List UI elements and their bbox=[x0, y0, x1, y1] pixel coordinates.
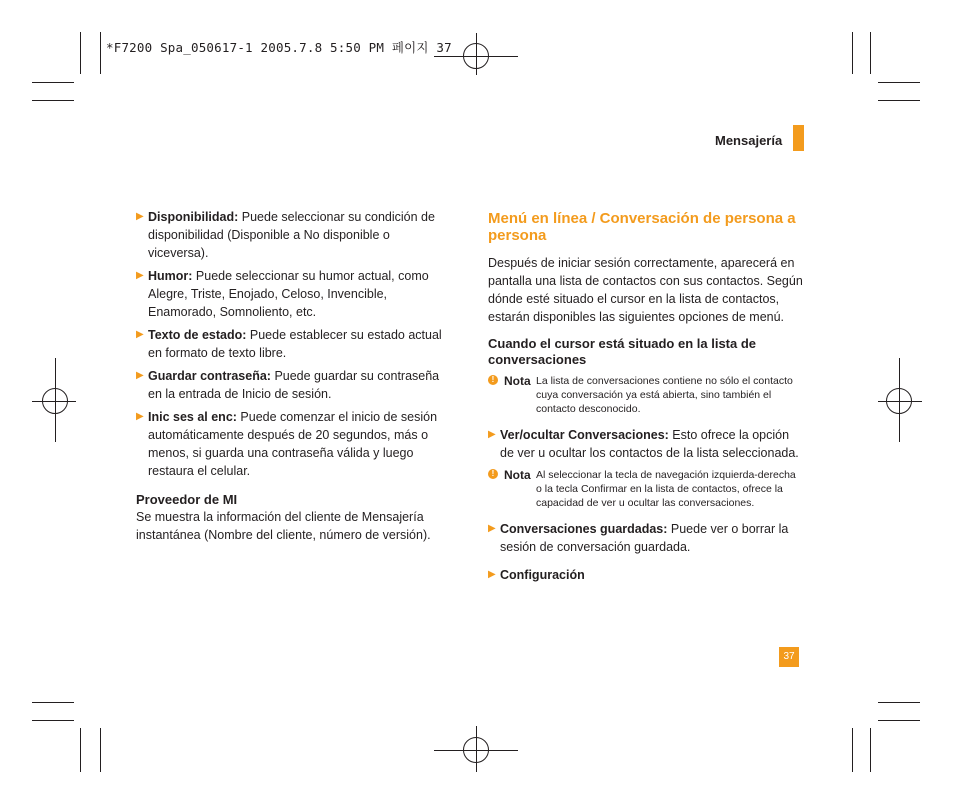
item-text: Puede guardar su contraseña en la entrada de Inicio de sesión. bbox=[148, 369, 440, 401]
item-term: Conversaciones guardadas: bbox=[500, 522, 668, 536]
list-item bbox=[136, 208, 446, 262]
intro-paragraph: Después de iniciar sesión correctamente, aparecerá en pantalla una lista de contactos con sus contactos. Según dónde esté situado el cursor en la lista de contactos, estarán disponibles las siguientes opciones de menú. bbox=[488, 256, 803, 324]
note-label: Nota bbox=[504, 468, 531, 482]
item-term: Guardar contraseña: bbox=[148, 369, 271, 383]
crop-mark bbox=[32, 82, 74, 83]
item-term: Configuración bbox=[500, 568, 585, 582]
crop-mark bbox=[80, 728, 81, 772]
orange-triangle-bullet-icon: ▶ bbox=[488, 523, 496, 534]
registration-line bbox=[878, 401, 922, 402]
proveedor-text: Se muestra la información del cliente de Mensajería instantánea (Nombre del cliente, número de versión). bbox=[136, 510, 431, 542]
crop-mark bbox=[870, 32, 871, 74]
note bbox=[488, 374, 803, 416]
orange-triangle-bullet-icon: ▶ bbox=[488, 569, 496, 580]
note-text: Al seleccionar la tecla de navegación izquierda-derecha o la tecla Confirmar en la lista de contactos, ofrece la capacidad de ver u ocultar las conversaciones. bbox=[536, 469, 796, 509]
crop-mark bbox=[878, 82, 920, 83]
section-title: Mensajería bbox=[715, 133, 783, 148]
crop-mark bbox=[32, 702, 74, 703]
item-text: Puede ver o borrar la sesión de conversación guardada. bbox=[500, 522, 789, 554]
list-item bbox=[488, 426, 803, 462]
orange-exclamation-icon: ! bbox=[488, 469, 498, 479]
registration-line bbox=[476, 726, 477, 772]
proveedor-heading: Proveedor de MI bbox=[136, 492, 238, 507]
item-text: Puede establecer su estado actual en formato de texto libre. bbox=[148, 328, 442, 360]
item-term: Inic ses al enc: bbox=[148, 410, 237, 424]
item-text: Puede comenzar el inicio de sesión automáticamente después de 20 segundos, más o menos, si guarda una contraseña válida y luego restaura el celular. bbox=[148, 410, 438, 478]
orange-exclamation-icon: ! bbox=[488, 375, 498, 385]
subheading: Cuando el cursor está situado en la lista de conversaciones bbox=[488, 336, 757, 367]
orange-triangle-bullet-icon: ▶ bbox=[136, 211, 144, 222]
registration-line bbox=[476, 33, 477, 75]
section-heading: Menú en línea / Conversación de persona a persona bbox=[488, 210, 796, 244]
orange-triangle-bullet-icon: ▶ bbox=[488, 429, 496, 440]
list-item bbox=[136, 367, 446, 403]
orange-triangle-bullet-icon: ▶ bbox=[136, 370, 144, 381]
crop-mark bbox=[878, 100, 920, 101]
right-column bbox=[488, 210, 803, 589]
item-term: Humor: bbox=[148, 269, 193, 283]
section-tab bbox=[793, 125, 804, 151]
orange-triangle-bullet-icon: ▶ bbox=[136, 270, 144, 281]
list-item bbox=[488, 520, 803, 556]
print-slug: *F7200 Spa_050617-1 2005.7.8 5:50 PM 페이지 37 bbox=[106, 40, 452, 55]
crop-mark bbox=[852, 728, 853, 772]
crop-mark bbox=[870, 728, 871, 772]
list-item bbox=[136, 267, 446, 321]
note-text: La lista de conversaciones contiene no sólo el contacto cuya conversación ya está abierta, sino también el contacto desconocido. bbox=[536, 375, 793, 415]
crop-mark bbox=[852, 32, 853, 74]
left-column bbox=[136, 208, 446, 552]
crop-mark bbox=[32, 720, 74, 721]
crop-mark bbox=[100, 32, 101, 74]
registration-line bbox=[32, 401, 76, 402]
item-term: Texto de estado: bbox=[148, 328, 247, 342]
registration-line bbox=[55, 358, 56, 442]
list-item bbox=[136, 408, 446, 480]
item-text: Puede seleccionar su condición de disponibilidad (Disponible a No disponible o viceversa). bbox=[148, 210, 435, 260]
page-number: 37 bbox=[779, 647, 799, 667]
crop-mark bbox=[100, 728, 101, 772]
note bbox=[488, 468, 803, 510]
crop-mark bbox=[32, 100, 74, 101]
registration-line bbox=[899, 358, 900, 442]
list-item bbox=[488, 566, 803, 584]
crop-mark bbox=[878, 720, 920, 721]
item-text: Esto ofrece la opción de ver u ocultar los contactos de la lista seleccionada. bbox=[500, 428, 799, 460]
crop-mark bbox=[878, 702, 920, 703]
orange-triangle-bullet-icon: ▶ bbox=[136, 411, 144, 422]
item-term: Ver/ocultar Conversaciones: bbox=[500, 428, 669, 442]
crop-mark bbox=[80, 32, 81, 74]
note-label: Nota bbox=[504, 374, 531, 388]
item-term: Disponibilidad: bbox=[148, 210, 239, 224]
list-item bbox=[136, 326, 446, 362]
orange-triangle-bullet-icon: ▶ bbox=[136, 329, 144, 340]
item-text: Puede seleccionar su humor actual, como Alegre, Triste, Enojado, Celoso, Invencible, Enamorado, Somnoliento, etc. bbox=[148, 269, 429, 319]
